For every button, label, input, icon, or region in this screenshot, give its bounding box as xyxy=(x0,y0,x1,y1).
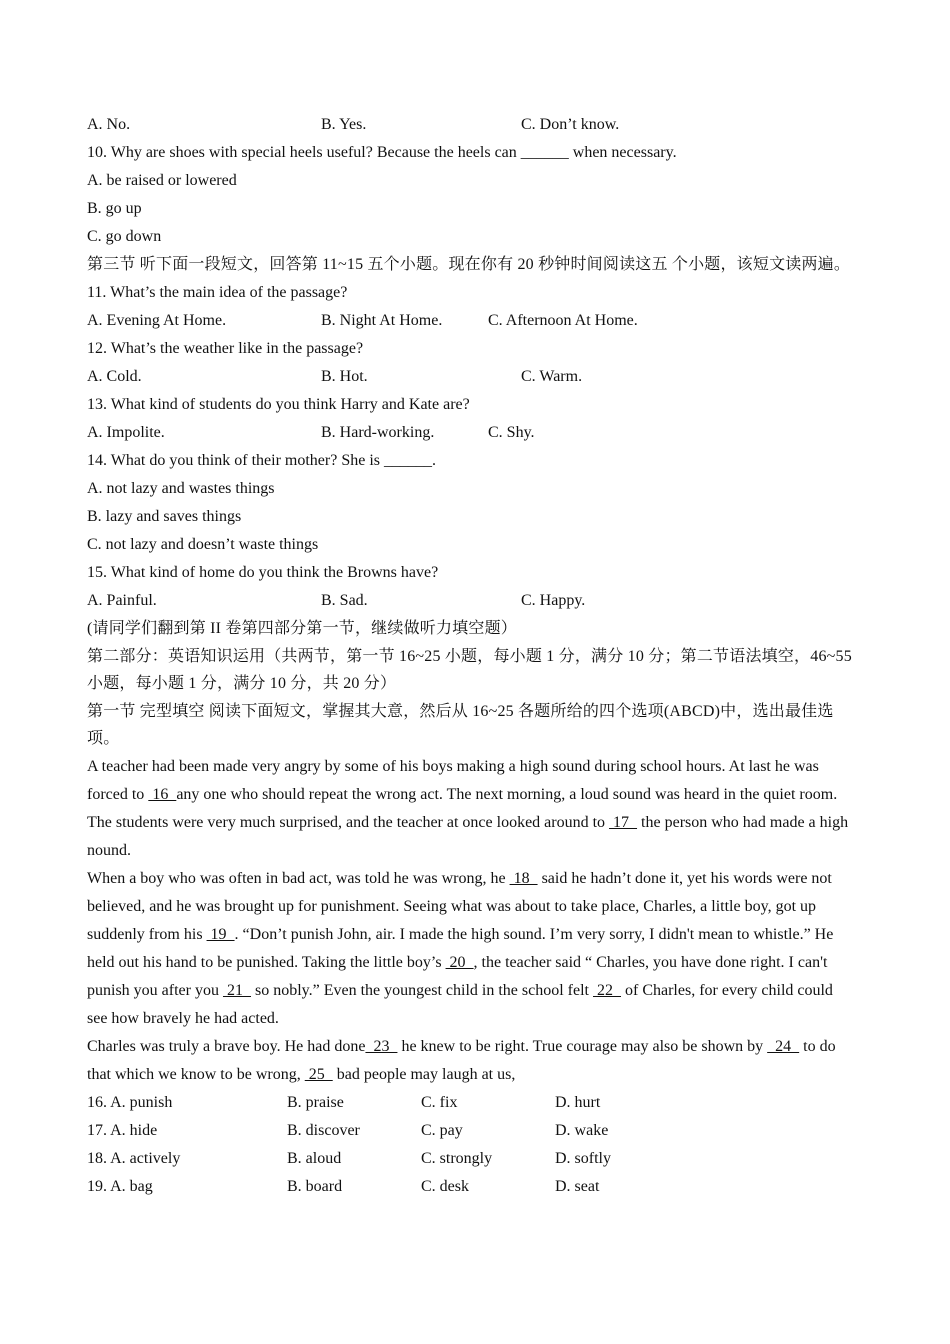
option-c: C. Warm. xyxy=(521,368,583,385)
cloze-option-row-18 xyxy=(87,1145,857,1173)
option-b: B. discover xyxy=(287,1122,360,1139)
blank-19: 19 xyxy=(206,926,235,943)
option-c: C. fix xyxy=(421,1094,458,1111)
part2-header: 第二部分：英语知识运用（共两节，第一节 16~25 小题，每小题 1 分，满分 10 分；第二节语法填空，46~55 小题，每小题 1 分，满分 10 分，共 20 分） xyxy=(87,648,852,692)
passage-text: Charles was truly a brave boy. He had done xyxy=(87,1038,366,1055)
option-d: D. seat xyxy=(555,1178,600,1195)
option-c: C. Afternoon At Home. xyxy=(488,312,638,329)
option-b: B. Hard-working. xyxy=(321,424,435,441)
option-b: B. aloud xyxy=(287,1150,342,1167)
passage-text: , the teacher said “ Charles, you have done right. I can't punish you after you xyxy=(87,954,828,999)
option-a: 17. A. hide xyxy=(87,1122,158,1139)
section3-header: 第三节 听下面一段短文，回答第 11~15 五个小题。现在你有 20 秒钟时间阅读这五 个小题，该短文读两遍。 xyxy=(87,256,851,273)
option-a: A. Cold. xyxy=(87,368,142,385)
q10-option-c: C. go down xyxy=(87,228,162,245)
cloze-options-table xyxy=(87,1089,857,1201)
option-d: D. wake xyxy=(555,1122,609,1139)
option-a: A. Evening At Home. xyxy=(87,312,227,329)
passage-paragraph-2 xyxy=(87,865,857,1033)
passage-text: so nobly.” Even the youngest child in the school felt xyxy=(250,982,593,999)
option-c: C. Happy. xyxy=(521,592,586,609)
option-a: A. Impolite. xyxy=(87,424,165,441)
option-b: B. Sad. xyxy=(321,592,368,609)
q14-option-c: C. not lazy and doesn’t waste things xyxy=(87,536,319,553)
blank-21: 21 xyxy=(222,982,251,999)
option-a: A. No. xyxy=(87,116,131,133)
cloze-option-row-17 xyxy=(87,1117,857,1145)
q11-options xyxy=(87,307,857,335)
option-c: C. strongly xyxy=(421,1150,493,1167)
option-d: D. hurt xyxy=(555,1094,601,1111)
passage-text: of Charles, for every child could see how bravely he had acted. xyxy=(87,982,833,1027)
continue-note: (请同学们翻到第 II 卷第四部分第一节，继续做听力填空题） xyxy=(87,620,517,637)
q14-option-b: B. lazy and saves things xyxy=(87,508,242,525)
cloze-option-row-16 xyxy=(87,1089,857,1117)
blank-16: 16 xyxy=(148,786,177,803)
passage-text: he knew to be right. True courage may also be shown by xyxy=(397,1038,768,1055)
q11-stem: 11. What’s the main idea of the passage? xyxy=(87,284,348,301)
passage-text: bad people may laugh at us, xyxy=(332,1066,516,1083)
q12-options xyxy=(87,363,857,391)
passage-text: the person who had made a high nound. xyxy=(87,814,849,859)
option-c: C. Shy. xyxy=(488,424,535,441)
cloze-option-row-19 xyxy=(87,1173,857,1201)
section1-header: 第一节 完型填空 阅读下面短文，掌握其大意，然后从 16~25 各题所给的四个选项(ABCD)中，选出最佳选项。 xyxy=(87,703,834,747)
blank-20: 20 xyxy=(445,954,474,971)
passage-text: said he hadn’t done it, yet his words were not believed, and he was brought up for punishment. Seeing what was about to take place, Charles, a little boy, got up suddenly from his xyxy=(87,870,832,943)
option-a: A. Painful. xyxy=(87,592,157,609)
q10-stem: 10. Why are shoes with special heels useful? Because the heels can ______ when necessary. xyxy=(87,144,677,161)
blank-22: 22 xyxy=(593,982,621,999)
option-b: B. Yes. xyxy=(321,116,367,133)
passage-text: When a boy who was often in bad act, was told he was wrong, he xyxy=(87,870,510,887)
q15-options xyxy=(87,587,857,615)
passage-text: A teacher had been made very angry by some of his boys making a high sound during school hours. At last he was forced to xyxy=(87,758,819,803)
option-a: 18. A. actively xyxy=(87,1150,181,1167)
q13-stem: 13. What kind of students do you think Harry and Kate are? xyxy=(87,396,470,413)
q12-stem: 12. What’s the weather like in the passage? xyxy=(87,340,364,357)
option-b: B. praise xyxy=(287,1094,344,1111)
passage-paragraph-1 xyxy=(87,753,857,865)
blank-24: 24 xyxy=(767,1038,800,1055)
q9-options xyxy=(87,111,857,139)
q10-option-b: B. go up xyxy=(87,200,142,217)
option-b: B. Night At Home. xyxy=(321,312,443,329)
q15-stem: 15. What kind of home do you think the Browns have? xyxy=(87,564,439,581)
passage-paragraph-3 xyxy=(87,1033,857,1089)
option-a: 19. A. bag xyxy=(87,1178,153,1195)
option-d: D. softly xyxy=(555,1150,611,1167)
q14-option-a: A. not lazy and wastes things xyxy=(87,480,275,497)
option-c: C. desk xyxy=(421,1178,469,1195)
blank-17: 17 xyxy=(609,814,638,831)
q10-option-a: A. be raised or lowered xyxy=(87,172,237,189)
passage-text: any one who should repeat the wrong act. The next morning, a loud sound was heard in the quiet room. The students were very much surprised, and the teacher at once looked around to xyxy=(87,786,838,831)
option-a: 16. A. punish xyxy=(87,1094,173,1111)
option-c: C. Don’t know. xyxy=(521,116,620,133)
option-c: C. pay xyxy=(421,1122,463,1139)
blank-25: 25 xyxy=(304,1066,333,1083)
passage-text: to do that which we know to be wrong, xyxy=(87,1038,836,1083)
passage-text: . “Don’t punish John, air. I made the high sound. I’m very sorry, I didn't mean to whistle.” He held out his hand to be punished. Taking the little boy’s xyxy=(87,926,834,971)
option-b: B. board xyxy=(287,1178,343,1195)
option-b: B. Hot. xyxy=(321,368,368,385)
document-page xyxy=(87,111,857,1201)
blank-18: 18 xyxy=(509,870,538,887)
q14-stem: 14. What do you think of their mother? She is ______. xyxy=(87,452,436,469)
blank-23: 23 xyxy=(365,1038,398,1055)
q13-options xyxy=(87,419,857,447)
